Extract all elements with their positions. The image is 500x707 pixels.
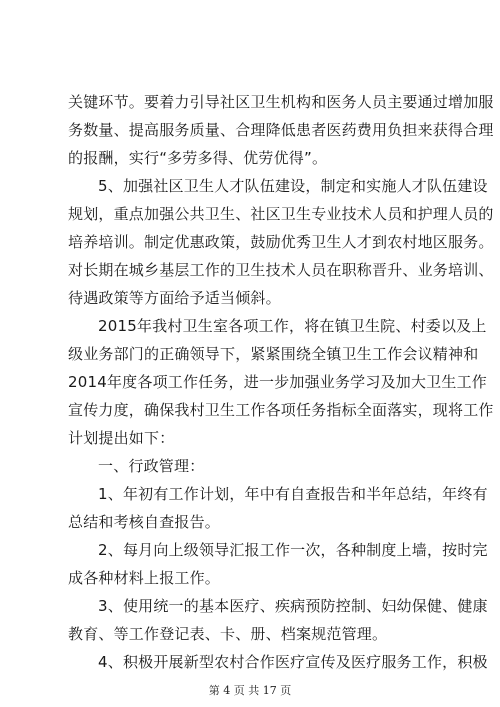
text-line: 教育、等工作登记表、卡、册、档案规范管理。 <box>68 625 388 643</box>
text-line: 关键环节。要着力引导社区卫生机构和医务人员主要通过增加服 <box>68 93 494 111</box>
text-line: 级业务部门的正确领导下，紧紧围绕全镇卫生工作会议精神和 <box>68 345 479 363</box>
text-line: 1、年初有工作计划，年中有自查报告和半年总结，年终有 <box>98 485 488 503</box>
text-line: 待遇政策等方面给予适当倾斜。 <box>68 289 281 307</box>
page-number: 第 4 页 共 17 页 <box>208 684 292 697</box>
text-line: 2015年我村卫生室各项工作，将在镇卫生院、村委以及上 <box>98 317 487 335</box>
text-line: 的报酬，实行“多劳多得、优劳优得”。 <box>68 149 328 167</box>
text-line: 2014年度各项工作任务，进一步加强业务学习及加大卫生工作 <box>68 373 487 391</box>
text-line: 2、每月向上级领导汇报工作一次，各种制度上墙，按时完 <box>98 541 488 559</box>
text-line: 务数量、提高服务质量、合理降低患者医药费用负担来获得合理 <box>68 121 494 139</box>
text-line: 4、积极开展新型农村合作医疗宣传及医疗服务工作，积极 <box>98 653 488 671</box>
text-line: 总结和考核自查报告。 <box>68 513 221 531</box>
text-line: 培养培训。制定优惠政策，鼓励优秀卫生人才到农村地区服务。 <box>68 233 494 251</box>
text-line: 对长期在城乡基层工作的卫生技术人员在职称晋升、业务培训、 <box>68 261 494 279</box>
text-line: 计划提出如下： <box>68 429 175 447</box>
text-line: 规划，重点加强公共卫生、社区卫生专业技术人员和护理人员的 <box>68 205 494 223</box>
text-line: 宣传力度，确保我村卫生工作各项任务指标全面落实，现将工作 <box>68 401 494 419</box>
section-heading: 一、行政管理： <box>98 457 205 475</box>
text-line: 成各种材料上报工作。 <box>68 569 221 587</box>
text-line: 5、加强社区卫生人才队伍建设，制定和实施人才队伍建设 <box>98 177 488 195</box>
text-line: 3、使用统一的基本医疗、疾病预防控制、妇幼保健、健康 <box>98 597 488 615</box>
